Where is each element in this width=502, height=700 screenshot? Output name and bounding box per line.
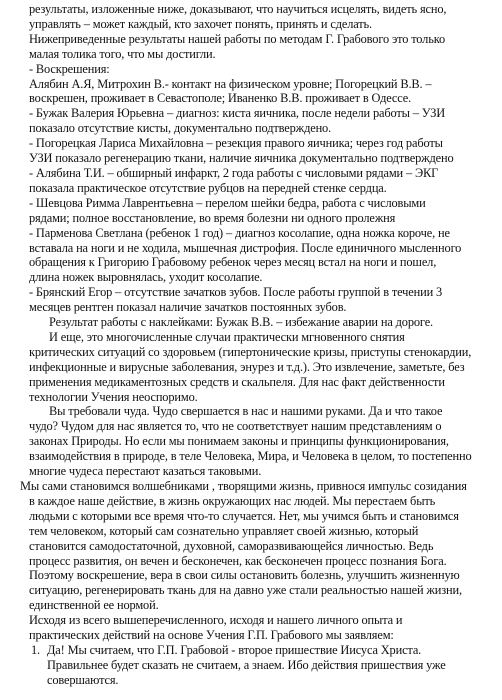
- text-line: - Парменова Светлана (ребенок 1 год) – диагноз косолапие, одна ножка короче, не: [29, 225, 450, 240]
- text-line: единственной ее нормой.: [29, 598, 159, 613]
- paragraph-first-line: Результат работы с наклейками: Бужак В.В. – избежание аварии на дороге.: [49, 315, 433, 330]
- paragraph-first-line: И еще, это многочисленные случаи практически мгновенного снятия: [49, 329, 405, 344]
- text-line: рядами; полное восстановление, во время болезни ни одного пролежня: [29, 210, 396, 225]
- text-line: показала практическое отсутствие рубцов на передней стенке сердца.: [29, 180, 387, 195]
- text-line: обращения к Григорию Грабовому ребенок через месяц встал на ноги и пошел,: [29, 255, 437, 270]
- text-line: многие чудеса перестают казаться таковыми.: [29, 464, 262, 479]
- text-line: людьми с которыми все время что-то случается. Нет, мы учимся быть и становимся: [29, 508, 459, 523]
- list-number: 1.: [31, 642, 40, 657]
- text-line: управлять – может каждый, кто захочет понять, принять и сделать.: [29, 16, 372, 31]
- text-line: воскрешен, проживает в Севастополе; Иваненко В.В. проживает в Одессе.: [29, 91, 412, 106]
- text-line: Мы сами становимся волшебниками , творящими жизнь, привнося импульс созидания: [20, 479, 467, 493]
- text-line: чудо? Чудом для нас является то, что не соответствует нашим представлениям о: [29, 419, 442, 434]
- text-line: в каждое наше действие, в жизнь окружающих нас людей. Мы перестаем быть: [29, 493, 436, 508]
- text-line: Правильнее будет сказать не считаем, а знаем. Ибо действия пришествия уже: [47, 657, 446, 672]
- text-line: процесс развития, он вечен и бесконечен, как бесконечен процесс познания Бога.: [29, 553, 447, 568]
- text-line: совершаются.: [47, 672, 119, 687]
- text-line: Алябин А.Я, Митрохин В.- контакт на физическом уровне; Погорецкий В.В. –: [29, 76, 432, 91]
- text-line: вставала на ноги и не ходила, мышечная дистрофия. После единичного мысленного: [29, 240, 462, 255]
- text-line: технологии Учения неоспоримо.: [29, 389, 198, 404]
- text-line: взаимодействия в природе, в теле Человека, Мира, и Человека в целом, то постепенно: [29, 449, 472, 464]
- text-line: практических действий на основе Учения Г.П. Грабового мы заявляем:: [29, 628, 394, 643]
- text-line: длина ножек выровнялась, уходит косолапие.: [29, 270, 263, 285]
- text-line: - Бужак Валерия Юрьевна – диагноз: киста яичника, после недели работы – УЗИ: [29, 106, 446, 121]
- text-line: применения медикаментозных средств и скальпеля. Для нас факт действенности: [29, 374, 445, 389]
- text-line: законах Природы. Но если мы понимаем законы и принципы функционирования,: [29, 434, 449, 449]
- text-line: инфекционные и вирусные заболевания, энурез и т.д.). Это извлечение, заметьте, без: [29, 359, 465, 374]
- text-line: Исходя из всего вышеперечисленного, исходя и нашего личного опыта и: [29, 613, 403, 628]
- text-line: малая толика того, что мы достигли.: [29, 46, 216, 61]
- text-line: становится самодостаточной, духовной, саморазвивающейся личностью. Ведь: [29, 538, 434, 553]
- text-line: месяцев рентген показал наличие зачатков постоянных зубов.: [29, 300, 347, 315]
- text-line: - Шевцова Римма Лаврентьевна – перелом шейки бедра, работа с числовыми: [29, 195, 426, 210]
- text-line: УЗИ показало регенерацию ткани, наличие яичника документально подтверждено: [29, 151, 454, 166]
- text-line: - Воскрешения:: [29, 61, 110, 76]
- text-line: - Алябина Т.И. – обширный инфаркт, 2 года работы с числовыми рядами – ЭКГ: [29, 165, 439, 180]
- text-line: - Погорецкая Лариса Михайловна – резекция правого яичника; через год работы: [29, 136, 443, 151]
- text-line: Поэтому воскрешение, вера в свои силы остановить болезнь, улучшить жизненную: [29, 568, 460, 583]
- text-line: критических ситуаций со здоровьем (гипертонические кризы, приступы стенокардии,: [29, 344, 472, 359]
- text-line: - Брянский Егор – отсутствие зачатков зубов. После работы группой в течении 3: [29, 285, 443, 300]
- text-line: тем человеком, который сам сознательно управляет своей жизнью, который: [29, 523, 419, 538]
- numbered-list-item: [29, 643, 492, 688]
- paragraph-first-line: Вы требовали чуда. Чудо свершается в нас и нашими руками. Да и что такое: [49, 404, 443, 419]
- text-line: Да! Мы считаем, что Г.П. Грабовой - второе пришествие Иисуса Христа.: [47, 642, 422, 657]
- text-line: показало отсутствие кисты, документально подтверждено.: [29, 121, 332, 136]
- text-line: результаты, изложенные ниже, доказывают, что научиться исцелять, видеть ясно,: [29, 2, 447, 16]
- text-line: Нижеприведенные результаты нашей работы по методам Г. Грабового это только: [29, 31, 446, 46]
- text-line: ситуацию, регенерировать ткань для на давно уже стали реальностью нашей жизни,: [29, 583, 462, 598]
